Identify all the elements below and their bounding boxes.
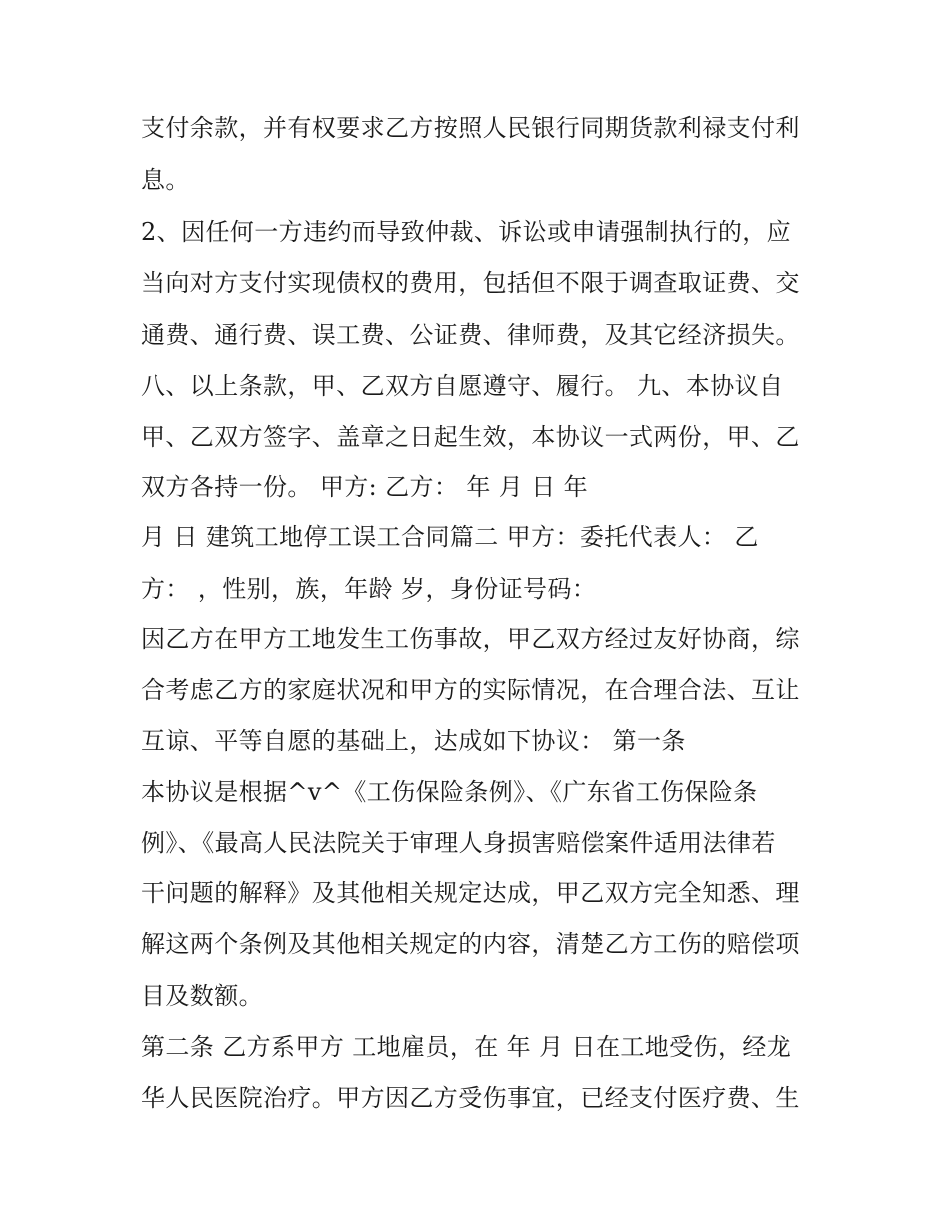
- text-line: 解这两个条例及其他相关规定的内容，清楚乙方工伤的赔偿项: [141, 930, 800, 958]
- text-line: 息。: [141, 166, 190, 194]
- text-line: 2、因任何一方违约而导致仲裁、诉讼或申请强制执行的，应: [141, 218, 792, 246]
- text-line: 本协议是根据^v^《工伤保险条例》、《广东省工伤保险条: [141, 778, 758, 806]
- text-line: 例》、《最高人民法院关于审理人身损害赔偿案件适用法律若: [141, 829, 776, 857]
- text-line: 支付余款，并有权要求乙方按照人民银行同期货款利禄支付利: [141, 114, 800, 142]
- text-line: 月 日 建筑工地停工误工合同篇二 甲方：委托代表人： 乙: [141, 523, 759, 551]
- text-line: 方： ，性别，族，年龄 岁，身份证号码：: [141, 575, 597, 603]
- text-line: 第二条 乙方系甲方 工地雇员，在 年 月 日在工地受伤，经龙: [141, 1033, 792, 1061]
- text-line: 华人民医院治疗。甲方因乙方受伤事宜，已经支付医疗费、生: [141, 1084, 800, 1112]
- text-line: 目及数额。: [141, 982, 263, 1010]
- text-line: 双方各持一份。 甲方: 乙方： 年 月 日 年: [141, 473, 589, 501]
- text-line: 甲、乙双方签字、盖章之日起生效，本协议一式两份，甲、乙: [141, 423, 800, 451]
- text-line: 因乙方在甲方工地发生工伤事故，甲乙双方经过友好协商，综: [141, 625, 800, 653]
- text-line: 通费、通行费、误工费、公证费、律师费，及其它经济损失。: [141, 321, 800, 349]
- text-line: 当向对方支付实现债权的费用，包括但不限于调查取证费、交: [141, 269, 800, 297]
- text-line: 互谅、平等自愿的基础上，达成如下协议： 第一条: [141, 727, 686, 755]
- text-line: 八、以上条款，甲、乙双方自愿遵守、履行。 九、本协议自: [141, 372, 784, 400]
- text-line: 干问题的解释》及其他相关规定达成，甲乙双方完全知悉、理: [141, 879, 800, 907]
- text-line: 合考虑乙方的家庭状况和甲方的实际情况，在合理合法、互让: [141, 676, 800, 704]
